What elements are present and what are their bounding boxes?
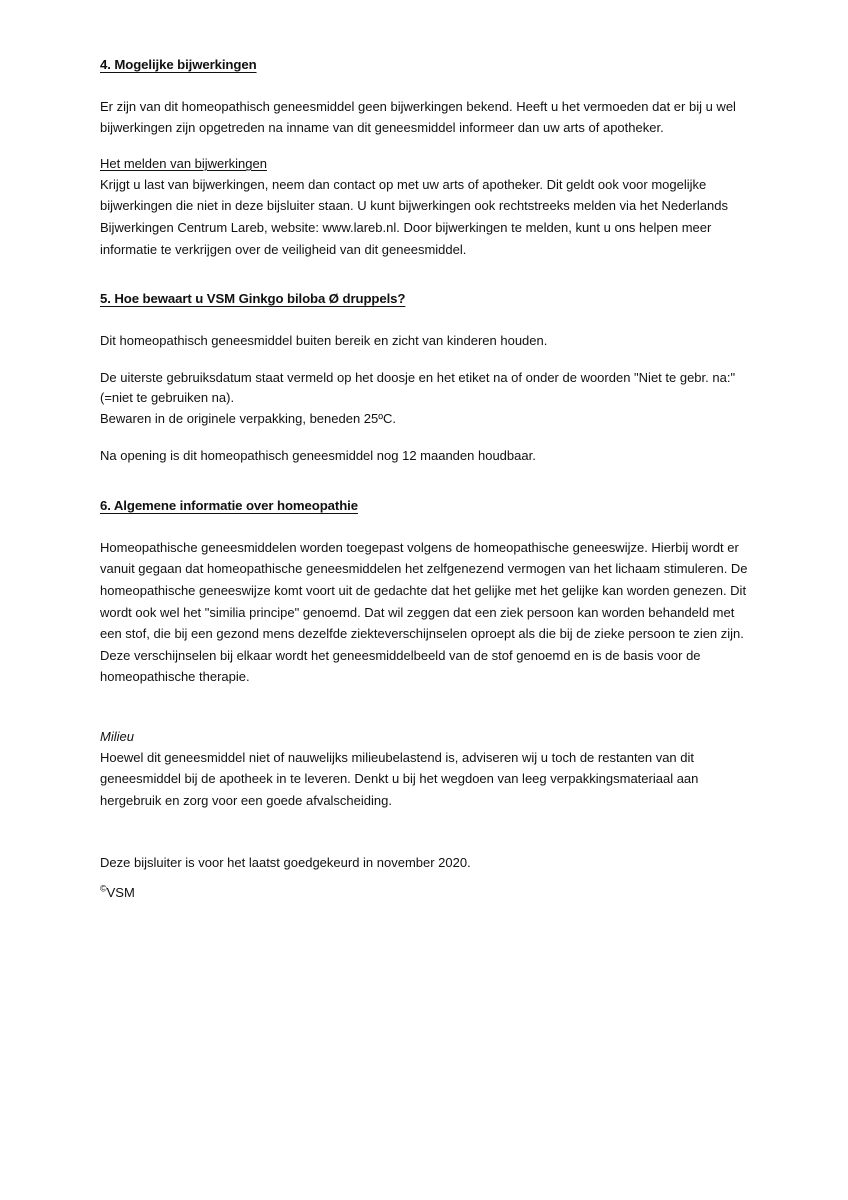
spacer — [100, 429, 750, 445]
paragraph-general-homeopathy: Homeopathische geneesmiddelen worden toegepast volgens de homeopathische geneeswijze. Hierbij wordt er vanuit gegaan dat homeopathische geneesmiddelen het zelfgenezend vermogen van het lichaam stimuleren. De homeopathische geneeswijze komt voort uit de gedachte dat het gelijke met het gelijke kan worden genezen. Dit wordt ook wel het "similia principe" genoemd. Dat wil zeggen dat een ziek persoon kan worden behandeld met een stof, die bij een gezond mens dezelfde ziekteverschijnselen oproept als die bij de zieke persoon te zien zijn. Deze verschijnselen bij elkaar wordt het geneesmiddelbeeld van de stof genoemd en is de basis voor de homeopathische therapie. — [100, 539, 748, 685]
paragraph-storage-temperature: Bewaren in de originele verpakking, beneden 25ºC. — [100, 410, 396, 426]
paragraph-reporting-side-effects: Krijgt u last van bijwerkingen, neem dan contact op met uw arts of apotheker. Dit geldt ook voor mogelijke bijwerkingen die niet in deze bijsluiter staan. U kunt bijwerkingen ook rechtstreeks melden via het Nederlands Bijwerkingen Centrum Lareb, website: www.lareb.nl. Door bijwerkingen te melden, kunt u ons helpen meer informatie te verkrijgen over de veiligheid van dit geneesmiddel. — [100, 176, 728, 257]
spacer — [100, 873, 750, 882]
paragraph-storage-keep-away-children: Dit homeopathisch geneesmiddel buiten bereik en zicht van kinderen houden. — [100, 333, 548, 349]
section-heading-side-effects — [100, 56, 750, 74]
section-heading-general-info-text: 6. Algemene informatie over homeopathie — [100, 498, 358, 513]
spacer — [100, 515, 750, 537]
spacer — [100, 260, 750, 290]
section-heading-storage — [100, 290, 750, 308]
spacer — [100, 139, 750, 155]
spacer — [100, 352, 750, 368]
paragraph-storage-after-opening: Na opening is dit homeopathisch geneesmiddel nog 12 maanden houdbaar. — [100, 448, 536, 464]
sub-heading-reporting-side-effects-text: Het melden van bijwerkingen — [100, 156, 267, 171]
paragraph-side-effects-intro: Er zijn van dit homeopathisch geneesmiddel geen bijwerkingen bekend. Heeft u het vermoeden dat er bij u wel bijwerkingen zijn opgetreden na inname van dit geneesmiddel informeer dan uw arts of apotheker. — [100, 98, 736, 136]
spacer — [100, 812, 750, 852]
sub-heading-environment: Milieu — [100, 728, 134, 744]
copyright-owner: VSM — [106, 885, 135, 901]
sub-heading-reporting-side-effects — [100, 155, 750, 174]
section-heading-side-effects-text: 4. Mogelijke bijwerkingen — [100, 57, 257, 72]
spacer — [100, 308, 750, 330]
spacer — [100, 688, 750, 728]
section-heading-general-info — [100, 497, 750, 515]
section-heading-storage-text: 5. Hoe bewaart u VSM Ginkgo biloba Ø druppels? — [100, 291, 406, 307]
spacer — [100, 467, 750, 497]
copyright-icon: © — [100, 883, 107, 894]
paragraph-approval-date: Deze bijsluiter is voor het laatst goedgekeurd in november 2020. — [100, 854, 471, 870]
copyright-notice — [100, 882, 750, 904]
paragraph-environment: Hoewel dit geneesmiddel niet of nauwelijks milieubelastend is, adviseren wij u toch de restanten van dit geneesmiddel bij de apotheek in te leveren. Denkt u bij het wegdoen van leeg verpakkingsmateriaal aan hergebruik en zorg voor een goede afvalscheiding. — [100, 749, 699, 808]
document-content — [100, 56, 750, 904]
paragraph-storage-expiry-date: De uiterste gebruiksdatum staat vermeld op het doosje en het etiket na of onder de woorden "Niet te gebr. na:" (=niet te gebruiken na). — [100, 369, 736, 406]
spacer — [100, 74, 750, 96]
